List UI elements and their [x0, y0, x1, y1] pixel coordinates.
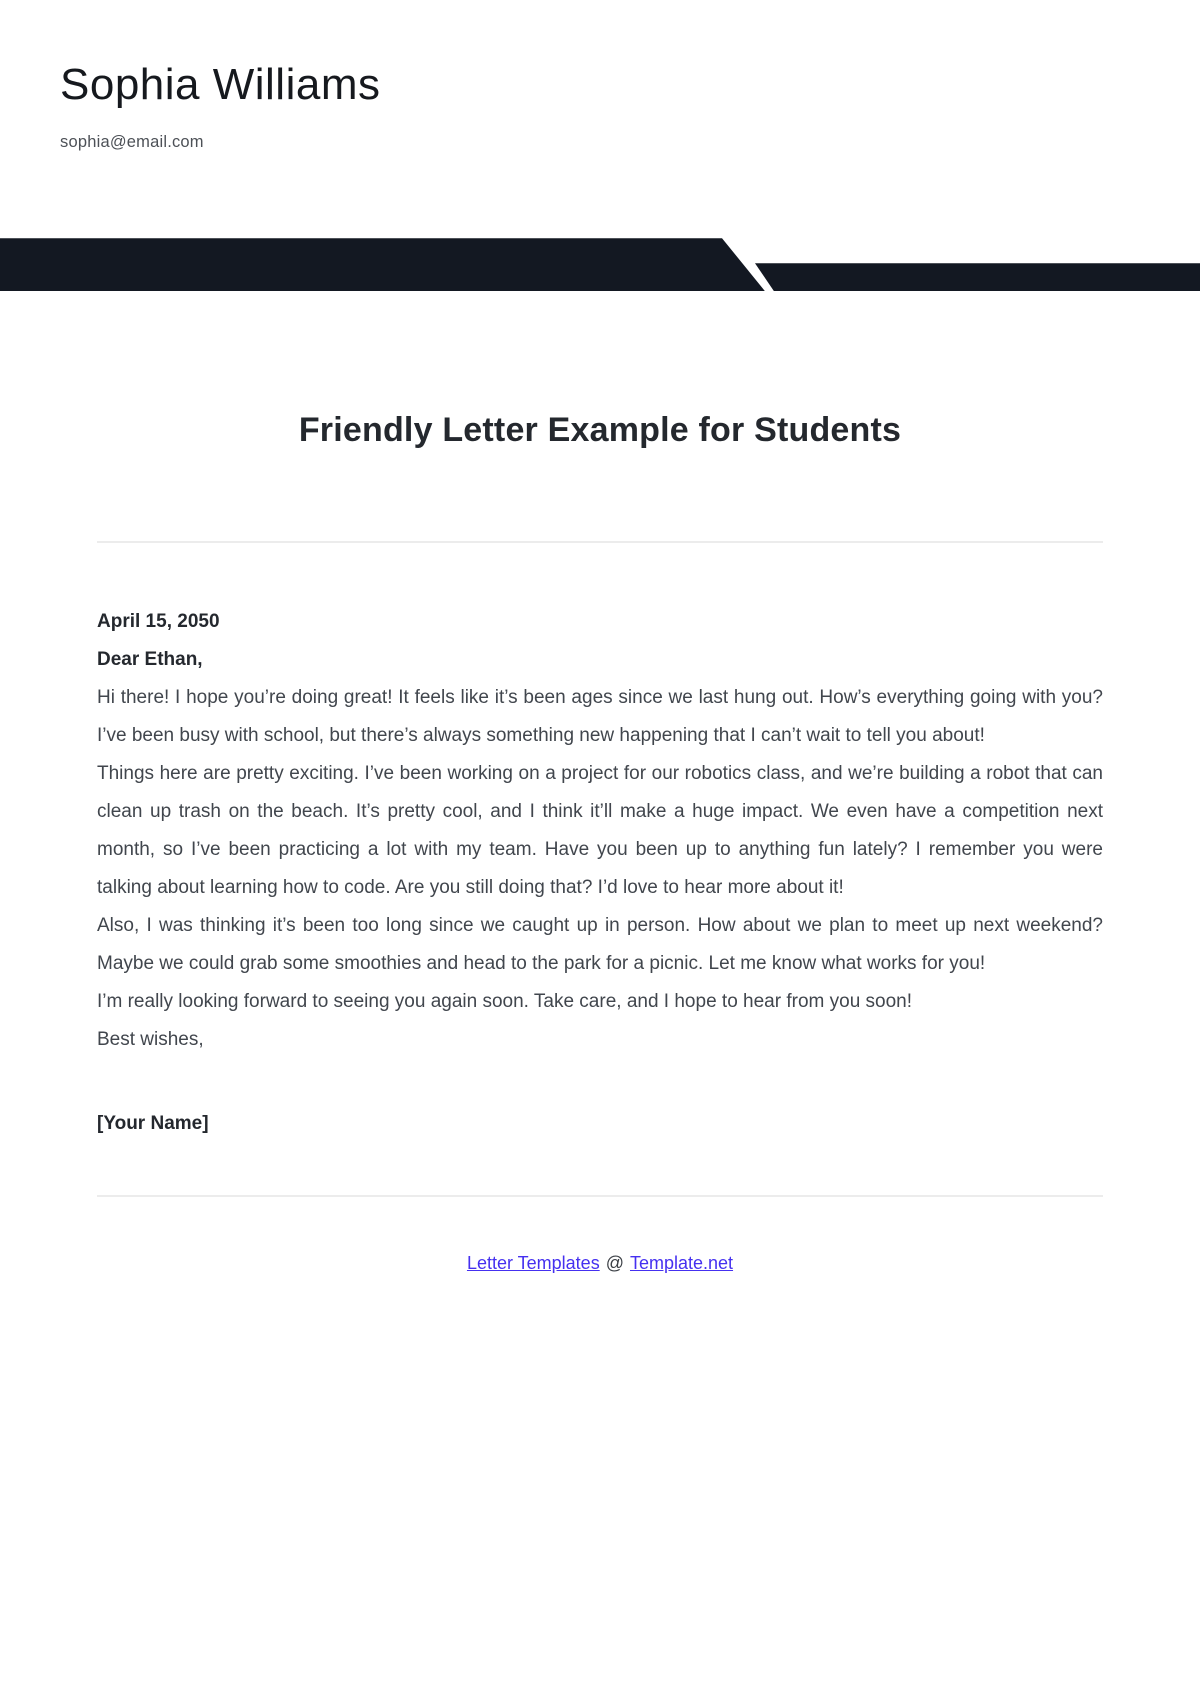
letter-paragraph: Things here are pretty exciting. I’ve been working on a project for our robotics class, and we’re building a robot that can clean up trash on the beach. It’s pretty cool, and I think it’ll make a huge impact. We even have a competition next month, so I’ve been practicing a lot with my team. Have you been up to anything fun lately? I remember you were talking about learning how to code. Are you still doing that? I’d love to hear more about it!: [97, 762, 1103, 898]
bottom-divider: [97, 1195, 1103, 1197]
attribution-footer: [97, 1249, 1103, 1277]
sender-name: Sophia Williams: [60, 60, 381, 109]
letterhead: [0, 0, 1200, 152]
banner-left-stripe: [0, 238, 765, 291]
top-divider: [97, 541, 1103, 543]
sender-email: sophia@email.com: [60, 133, 204, 152]
letter-date: April 15, 2050: [97, 610, 220, 632]
document-body: [0, 412, 1200, 1276]
header-banner: [0, 238, 1200, 291]
template-net-link[interactable]: Template.net: [629, 1252, 734, 1273]
at-separator: @: [605, 1252, 624, 1273]
letter-salutation: Dear Ethan,: [97, 648, 203, 670]
letter-closing: Best wishes,: [97, 1028, 204, 1050]
letter-paragraph: Hi there! I hope you’re doing great! It feels like it’s been ages since we last hung out. How’s everything going with you? I’ve been busy with school, but there’s always something new happening that I can’t wait to tell you about!: [97, 686, 1103, 746]
letter-content: [97, 603, 1103, 1143]
letter-paragraph: I’m really looking forward to seeing you again soon. Take care, and I hope to hear from you soon!: [97, 990, 913, 1012]
letter-paragraph: Also, I was thinking it’s been too long since we caught up in person. How about we plan to meet up next weekend? Maybe we could grab some smoothies and head to the park for a picnic. Let me know what works for you!: [97, 914, 1103, 974]
signature-placeholder: [Your Name]: [97, 1112, 209, 1134]
letter-templates-link[interactable]: Letter Templates: [466, 1252, 600, 1273]
banner-right-stripe: [755, 263, 1200, 291]
page-title: Friendly Letter Example for Students: [298, 411, 902, 450]
